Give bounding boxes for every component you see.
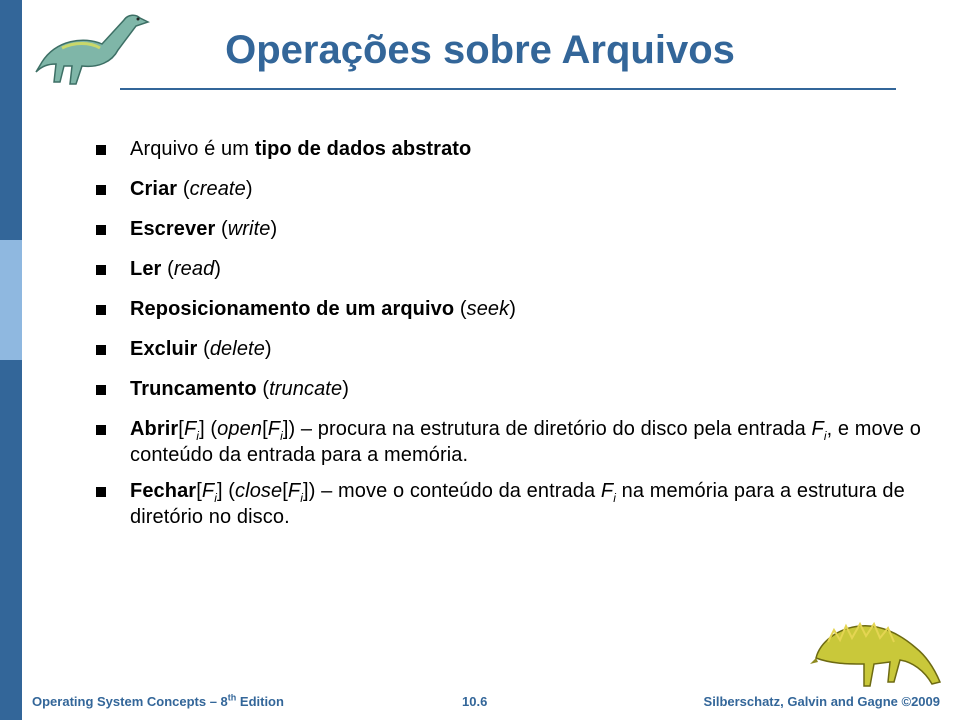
footer-copyright: Silberschatz, Galvin and Gagne ©2009 bbox=[703, 694, 940, 709]
dinosaur-logo-icon bbox=[32, 6, 152, 90]
bullet-text-part: delete bbox=[209, 338, 265, 360]
bullet-text-part: F bbox=[600, 480, 614, 502]
left-decorative-bar bbox=[0, 0, 22, 720]
bullet-text-part: Criar bbox=[130, 178, 178, 200]
bullet-text-part: ) bbox=[214, 258, 222, 280]
bullet-item bbox=[96, 136, 936, 162]
bullet-square-icon bbox=[96, 145, 106, 155]
bullet-text-part: close bbox=[235, 480, 283, 502]
bullet-text-part: ( bbox=[215, 218, 228, 240]
bullet-text-part: open bbox=[217, 418, 263, 440]
bullet-text-part: read bbox=[173, 258, 215, 280]
bullet-square-icon bbox=[96, 345, 106, 355]
bullet-item bbox=[96, 256, 936, 282]
footer-edition-sup: th bbox=[227, 692, 237, 703]
bullet-text-part: Arquivo é um bbox=[130, 138, 255, 160]
bullet-text-part: [ bbox=[262, 418, 268, 440]
bullet-text-part: Abrir bbox=[130, 418, 179, 440]
bullet-text-part: F bbox=[287, 480, 301, 502]
bullet-text-part: ) bbox=[264, 338, 272, 360]
bullet-square-icon bbox=[96, 487, 106, 497]
bullet-text-part: [ bbox=[178, 418, 184, 440]
bullet-text-part: ( bbox=[256, 378, 270, 400]
bullet-text-part: ) bbox=[270, 218, 278, 240]
bullet-text-part: F bbox=[201, 480, 215, 502]
bullet-text-part: i bbox=[280, 429, 283, 443]
bullet-text-part: i bbox=[613, 491, 616, 505]
bullet-text-part: ( bbox=[454, 298, 467, 320]
bullet-item bbox=[96, 216, 936, 242]
bullet-item bbox=[96, 376, 936, 402]
bullet-text-part: i bbox=[196, 429, 200, 443]
bullet-square-icon bbox=[96, 265, 106, 275]
bullet-text-part: Escrever bbox=[130, 218, 216, 240]
bullet-text-part: Excluir bbox=[130, 338, 198, 360]
title-underline bbox=[120, 88, 896, 90]
bullet-square-icon bbox=[96, 305, 106, 315]
bullet-text-part: create bbox=[189, 178, 246, 200]
bullet-text-part: Ler bbox=[130, 258, 162, 280]
bullet-item bbox=[96, 336, 936, 362]
bullet-text-part: Fechar bbox=[130, 480, 197, 502]
footer-book-title-suffix: Edition bbox=[236, 694, 284, 709]
bullet-square-icon bbox=[96, 225, 106, 235]
bullet-item bbox=[96, 296, 936, 322]
footer-book-title-text: Operating System Concepts – 8 bbox=[32, 694, 228, 709]
bullet-item bbox=[96, 176, 936, 202]
bullet-square-icon bbox=[96, 185, 106, 195]
bullet-text-part: ) bbox=[509, 298, 517, 320]
bullet-text-part: ) bbox=[342, 378, 349, 400]
bullet-square-icon bbox=[96, 425, 106, 435]
bullet-text-part: [ bbox=[282, 480, 288, 502]
bullet-text-part: ( bbox=[161, 258, 174, 280]
bullet-square-icon bbox=[96, 385, 106, 395]
bullet-text-part: ]) – procura na estrutura de diretório do disco pela entrada bbox=[282, 418, 812, 440]
bullet-text-part: tipo de dados abstrato bbox=[254, 138, 472, 160]
bullet-text-part: ]) – move o conteúdo da entrada bbox=[303, 480, 601, 502]
bullet-text-part: ( bbox=[177, 178, 190, 200]
bullet-text-part: write bbox=[227, 218, 271, 240]
bullet-text-part: i bbox=[823, 429, 827, 443]
bullet-text-part: , e move o conteúdo da entrada para a memória. bbox=[130, 418, 921, 466]
bullet-text-part: ] ( bbox=[216, 480, 236, 502]
bullet-text-part: truncate bbox=[269, 378, 343, 400]
bullet-list bbox=[96, 136, 936, 540]
bullet-text-part: i bbox=[214, 491, 217, 505]
page-number: 10.6 bbox=[462, 694, 488, 709]
bullet-text-part: F bbox=[811, 418, 824, 440]
left-bar-highlight bbox=[0, 240, 22, 360]
bullet-text-part: ] ( bbox=[199, 418, 218, 440]
bullet-text-part: ( bbox=[197, 338, 210, 360]
footer-book-title bbox=[32, 694, 284, 709]
slide-title: Operações sobre Arquivos bbox=[225, 28, 735, 72]
bullet-text-part: Reposicionamento de um arquivo bbox=[130, 298, 455, 320]
bullet-text-part: F bbox=[267, 418, 281, 440]
bullet-text-part: i bbox=[300, 491, 304, 505]
dinosaur-logo-icon bbox=[808, 612, 948, 696]
bullet-item bbox=[96, 478, 936, 530]
bullet-text-part: ) bbox=[245, 178, 253, 200]
bullet-text-part: F bbox=[183, 418, 197, 440]
bullet-text-part: [ bbox=[196, 480, 202, 502]
bullet-text-part: na memória para a estrutura de diretório no disco. bbox=[130, 480, 905, 528]
bullet-item bbox=[96, 416, 936, 468]
bullet-text-part: Truncamento bbox=[130, 378, 257, 400]
bullet-text-part: seek bbox=[466, 298, 510, 320]
